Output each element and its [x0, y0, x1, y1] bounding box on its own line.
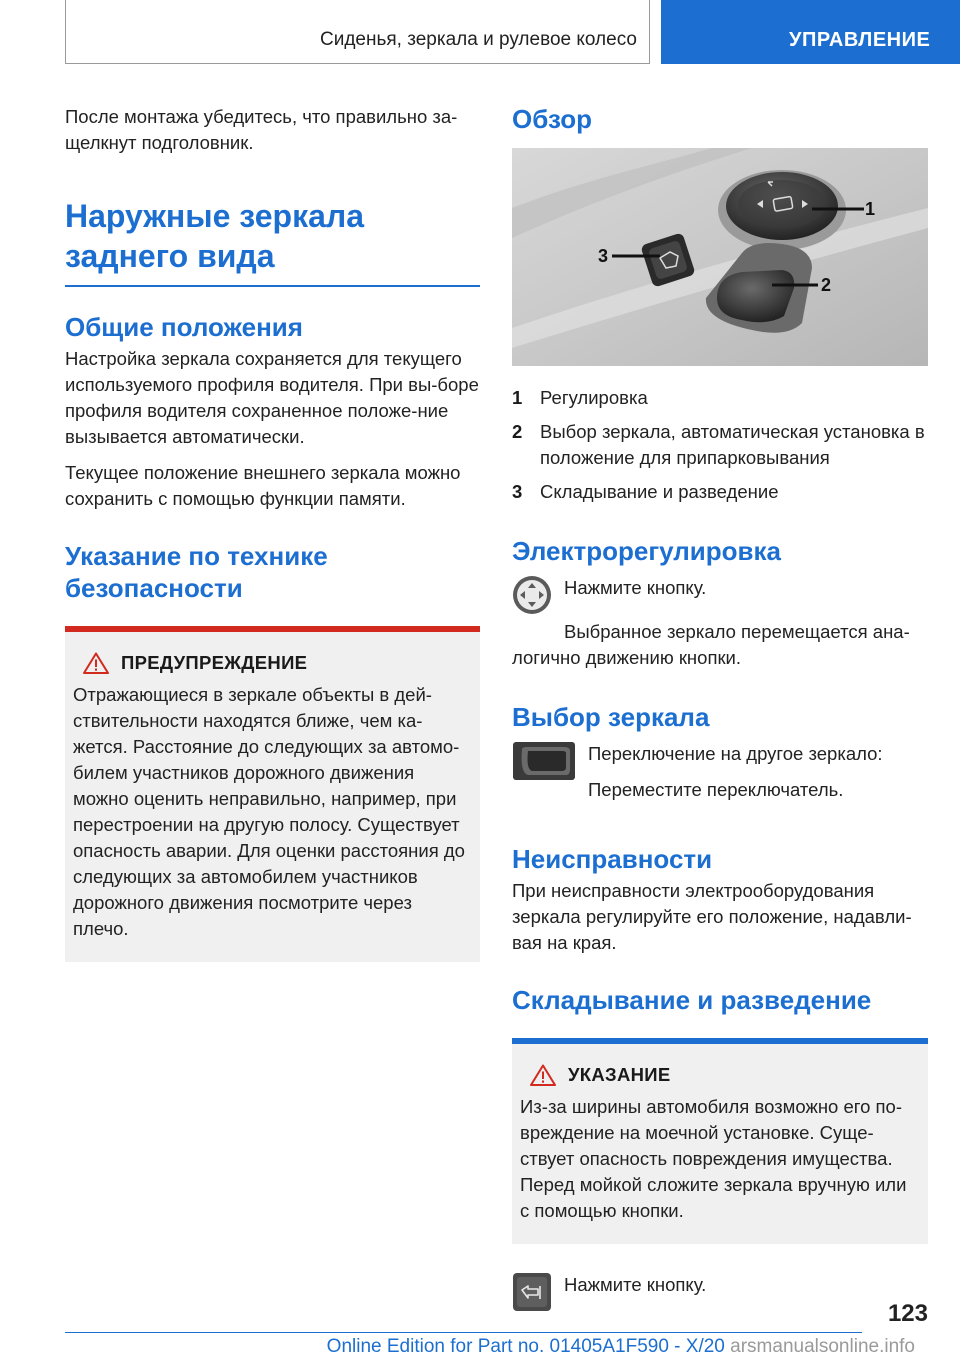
warning-box — [65, 626, 480, 962]
general-paragraph-1: Настройка зеркала сохраняется для текущего используемого профиля водителя. При вы-боре профиля водителя сохраненное положе-ние вызывается автоматически. — [65, 348, 479, 447]
select-row — [512, 741, 928, 803]
callout-1: 1 — [865, 199, 876, 219]
footer-watermark: arsmanualsonline.info — [730, 1336, 915, 1357]
header-section-box — [65, 0, 650, 64]
electric-paragraph-1: Нажмите кнопку. — [564, 577, 707, 598]
left-column — [65, 104, 480, 962]
mirror-joystick-icon — [512, 575, 552, 615]
safety-heading-line1: Указание по технике — [65, 541, 328, 571]
fold-paragraph: Нажмите кнопку. — [564, 1274, 707, 1295]
electric-heading: Электрорегулировка — [512, 536, 782, 566]
legend-number-3: 3 — [512, 481, 523, 502]
mirror-fold-icon — [512, 1272, 552, 1312]
fault-heading: Неисправности — [512, 844, 713, 874]
legend-text-2: Выбор зеркала, автоматическая установка в положение для припарковывания — [540, 421, 925, 468]
intro-paragraph: После монтажа убедитесь, что правильно за-щелкнут подголовник. — [65, 106, 458, 153]
electric-row — [512, 575, 928, 615]
header-chapter-title: УПРАВЛЕНИЕ — [789, 29, 931, 51]
select-heading: Выбор зеркала — [512, 702, 710, 732]
note-title-row — [530, 1064, 920, 1086]
general-heading: Общие положения — [65, 312, 303, 342]
safety-heading-line2: безопасности — [65, 573, 243, 603]
warning-triangle-icon — [530, 1064, 556, 1086]
mirror-controls-photo — [512, 148, 928, 366]
warning-title-row — [83, 652, 472, 674]
note-box — [512, 1038, 928, 1244]
legend-text-3: Складывание и разведение — [540, 481, 779, 502]
note-title: УКАЗАНИЕ — [568, 1064, 671, 1085]
electric-paragraph-2: Выбранное зеркало перемещается ана-логично движению кнопки. — [512, 621, 910, 668]
mirror-switch-icon — [512, 741, 576, 781]
header-chapter-tab — [661, 0, 960, 64]
fold-heading: Складывание и разведение — [512, 985, 872, 1015]
overview-heading: Обзор — [512, 104, 592, 134]
main-heading-line1: Наружные зеркала — [65, 198, 365, 234]
warning-title: ПРЕДУПРЕЖДЕНИЕ — [121, 652, 308, 673]
safety-heading — [65, 540, 480, 604]
main-heading — [65, 196, 480, 276]
warning-triangle-icon — [83, 652, 109, 674]
note-text: Из-за ширины автомобиля возможно его по-вреждение на моечной установке. Суще-ствует опасность повреждения имущества. Перед мойкой сложите зеркала вручную или с помощью кнопки. — [520, 1096, 907, 1221]
fault-paragraph: При неисправности электрооборудования зеркала регулируйте его положение, надавли-вая на края. — [512, 880, 912, 953]
select-paragraph-2: Переместите переключатель. — [588, 779, 844, 800]
overview-legend — [512, 385, 928, 505]
legend-text-1: Регулировка — [540, 387, 648, 408]
page-number: 123 — [887, 1300, 928, 1327]
select-paragraph-1: Переключение на другое зеркало: — [588, 743, 883, 764]
footer-edition — [0, 1336, 960, 1358]
callout-3: 3 — [598, 246, 609, 266]
general-paragraph-2: Текущее положение внешнего зеркала можно сохранить с помощью функции памяти. — [65, 462, 461, 509]
legend-number-1: 1 — [512, 387, 523, 408]
main-heading-line2: заднего вида — [65, 238, 275, 274]
fold-row — [512, 1272, 928, 1312]
footer-edition-text: Online Edition for Part no. 01405A1F590 - X/20 — [326, 1336, 725, 1357]
right-column — [512, 104, 928, 1312]
warning-text: Отражающиеся в зеркале объекты в дей-ствительности находятся ближе, чем ка-жется. Расстояние до следующих за автомо-билем участников дорожного движения можно оценить неправильно, например, при перестроении на другую полосу. Существует опасность аварии. Для оценки расстояния до следующих за автомобилем участников дорожного движения посмотрите через плечо. — [73, 684, 465, 939]
callout-2: 2 — [821, 275, 832, 295]
legend-number-2: 2 — [512, 421, 523, 442]
header-section-title: Сиденья, зеркала и рулевое колесо — [320, 29, 637, 50]
footer-rule — [65, 1332, 862, 1333]
